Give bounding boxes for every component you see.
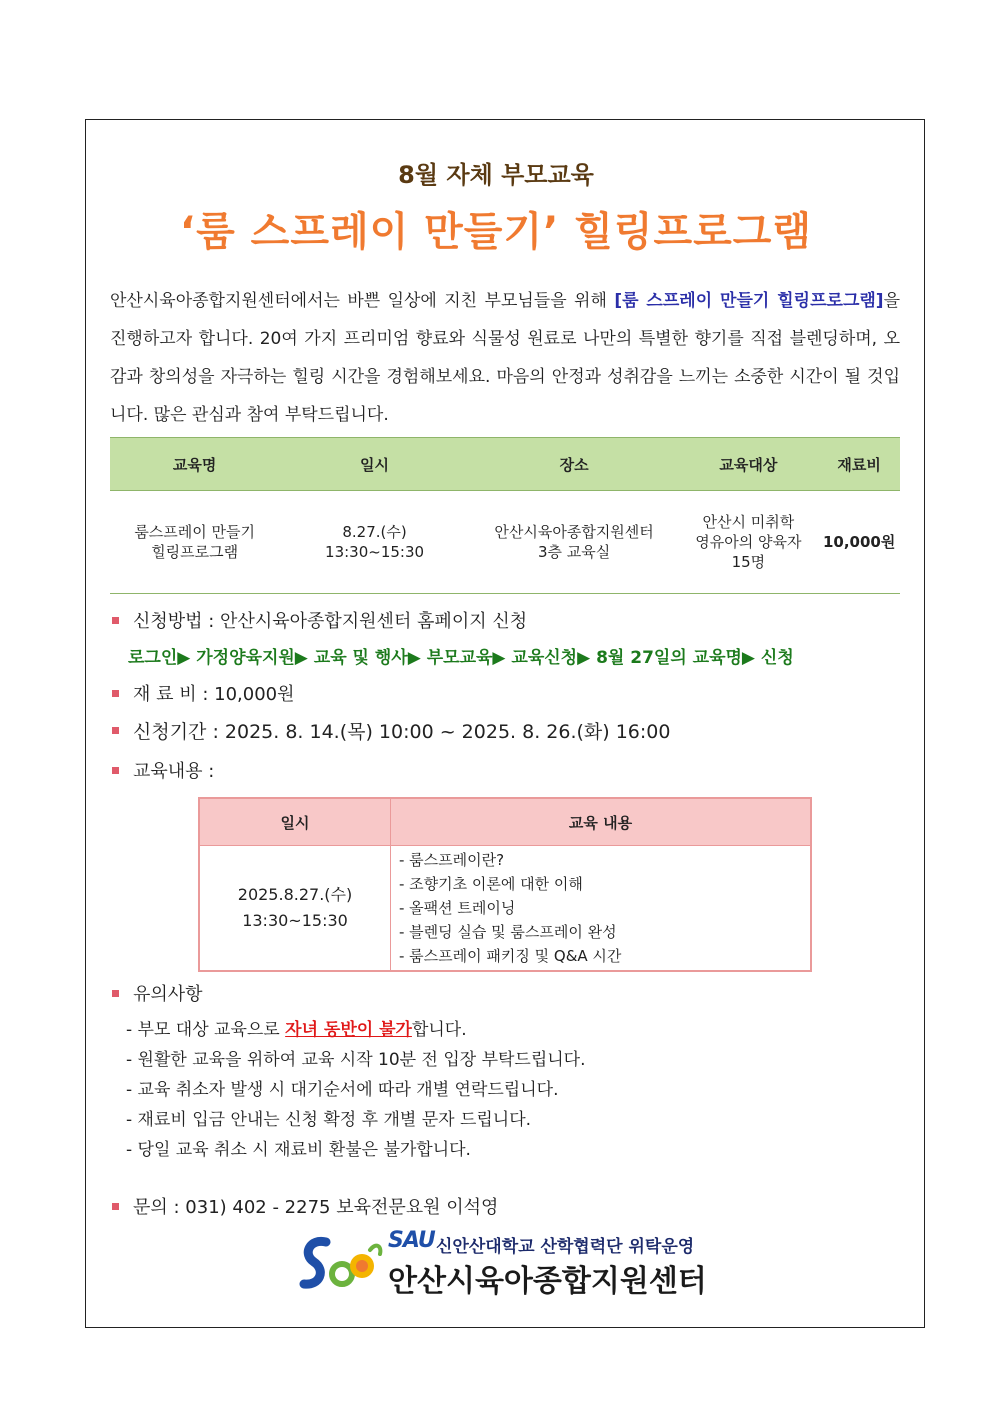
center-emblem-icon (296, 1228, 386, 1296)
header-datetime: 일시 (279, 438, 469, 491)
header-program-name: 교육명 (110, 438, 279, 491)
intro-text-2: 을 진행하고자 합니다. 20여 가지 프리미엄 향료와 식물성 원료로 나만의 특별한 향기를 직접 블렌딩하며, 오감과 창의성을 자극하는 힐링 시간을 경험해보세요. 마음의 안정과 성취감을 느끼는 소중한 시간이 될 것입니다. 많은 관심과 참여 부탁드립니다. (110, 291, 900, 425)
note-text: 합니다. (411, 1020, 467, 1040)
list-item: - 재료비 입금 안내는 신청 확정 후 개별 문자 드립니다. (126, 1110, 532, 1130)
info-table-header-row (110, 438, 900, 491)
apply-path: 로그인▶ 가정양육지원▶ 교육 및 행사▶ 부모교육▶ 교육신청▶ 8월 27일의 교육명▶ 신청 (128, 648, 794, 668)
schedule-content-cell (391, 846, 812, 972)
center-name: 안산시육아종합지원센터 (388, 1264, 707, 1299)
list-item: - 올팩션 트레이닝 (399, 899, 516, 917)
bullet-icon (112, 690, 119, 697)
cell-datetime (279, 491, 469, 594)
list-item: - 조향기초 이론에 대한 이해 (399, 875, 583, 893)
list-item: - 교육 취소자 발생 시 대기순서에 따라 개별 연락드립니다. (126, 1080, 559, 1100)
schedule-header-content: 교육 내용 (391, 798, 812, 846)
contact-text: 문의 : 031) 402 - 2275 보육전문요원 이석영 (133, 1197, 499, 1218)
document-subtitle: 8월 자체 부모교육 (398, 161, 594, 189)
header-fee: 재료비 (818, 438, 900, 491)
schedule-time: 13:30~15:30 (242, 911, 348, 930)
apply-period-line (112, 717, 670, 744)
apply-period-text: 신청기간 : 2025. 8. 14.(목) 10:00 ~ 2025. 8. 26.(화) 16:00 (133, 721, 671, 743)
list-item: - 룸스프레이 패키징 및 Q&A 시간 (399, 947, 622, 965)
header-target: 교육대상 (678, 438, 818, 491)
apply-method-text: 신청방법 : 안산시육아종합지원센터 홈페이지 신청 (133, 611, 528, 632)
bullet-icon (112, 990, 119, 997)
notes-list (126, 1015, 586, 1165)
note-text: - 부모 대상 교육으로 (126, 1020, 286, 1040)
list-item: - 원활한 교육을 위하여 교육 시작 10분 전 입장 부탁드립니다. (126, 1050, 586, 1070)
schedule-header-date: 일시 (199, 798, 391, 846)
cell-place (470, 491, 679, 594)
cell-fee: 10,000원 (818, 491, 900, 594)
intro-text-1: 안산시육아종합지원센터에서는 바쁜 일상에 지친 부모님들을 위해 (110, 291, 615, 311)
cell-target (678, 491, 818, 594)
header-place: 장소 (470, 438, 679, 491)
target-line: 안산시 미취학 (702, 513, 795, 531)
target-line: 영유아의 양육자 (695, 533, 802, 551)
notes-label-text: 유의사항 (133, 984, 203, 1005)
content-label-line (112, 757, 214, 783)
schedule-date-cell (199, 846, 391, 972)
intro-paragraph (110, 282, 900, 434)
place-line: 안산시육아종합지원센터 (494, 523, 654, 541)
program-name-line: 힐링프로그램 (151, 543, 239, 561)
note-warning: 자녀 동반이 불가 (285, 1020, 412, 1040)
table-row (199, 846, 811, 972)
bullet-icon (112, 617, 119, 624)
center-logo (296, 1228, 716, 1299)
bullet-icon (112, 767, 119, 774)
sau-logo-text: SAU (388, 1228, 435, 1253)
table-row (110, 491, 900, 594)
notes-label-line (112, 980, 203, 1006)
document-title: ‘룸 스프레이 만들기’ 힐링프로그램 (179, 209, 813, 255)
place-line: 3층 교육실 (537, 543, 611, 561)
program-info-table (110, 437, 900, 594)
program-name-line: 룸스프레이 만들기 (134, 523, 256, 541)
cell-program-name (110, 491, 279, 594)
fee-line (112, 680, 295, 706)
apply-method-line (112, 607, 527, 633)
intro-highlight: [룸 스프레이 만들기 힐링프로그램] (614, 291, 884, 311)
list-item (126, 1015, 586, 1045)
list-item: - 룸스프레이란? (399, 851, 505, 869)
list-item: - 블렌딩 실습 및 룸스프레이 완성 (399, 923, 617, 941)
time-line: 13:30~15:30 (325, 543, 425, 561)
operator-text: 신안산대학교 산학협력단 위탁운영 (436, 1237, 695, 1257)
bullet-icon (112, 1203, 119, 1210)
target-line: 15명 (731, 553, 766, 571)
contact-line (112, 1193, 498, 1219)
schedule-table (198, 797, 812, 972)
bullet-icon (112, 727, 119, 734)
date-line: 8.27.(수) (342, 523, 407, 541)
schedule-header-row (199, 798, 811, 846)
fee-text: 재 료 비 : 10,000원 (133, 684, 295, 705)
list-item: - 당일 교육 취소 시 재료비 환불은 불가합니다. (126, 1140, 471, 1160)
schedule-date: 2025.8.27.(수) (237, 885, 353, 904)
content-label-text: 교육내용 : (133, 761, 215, 782)
